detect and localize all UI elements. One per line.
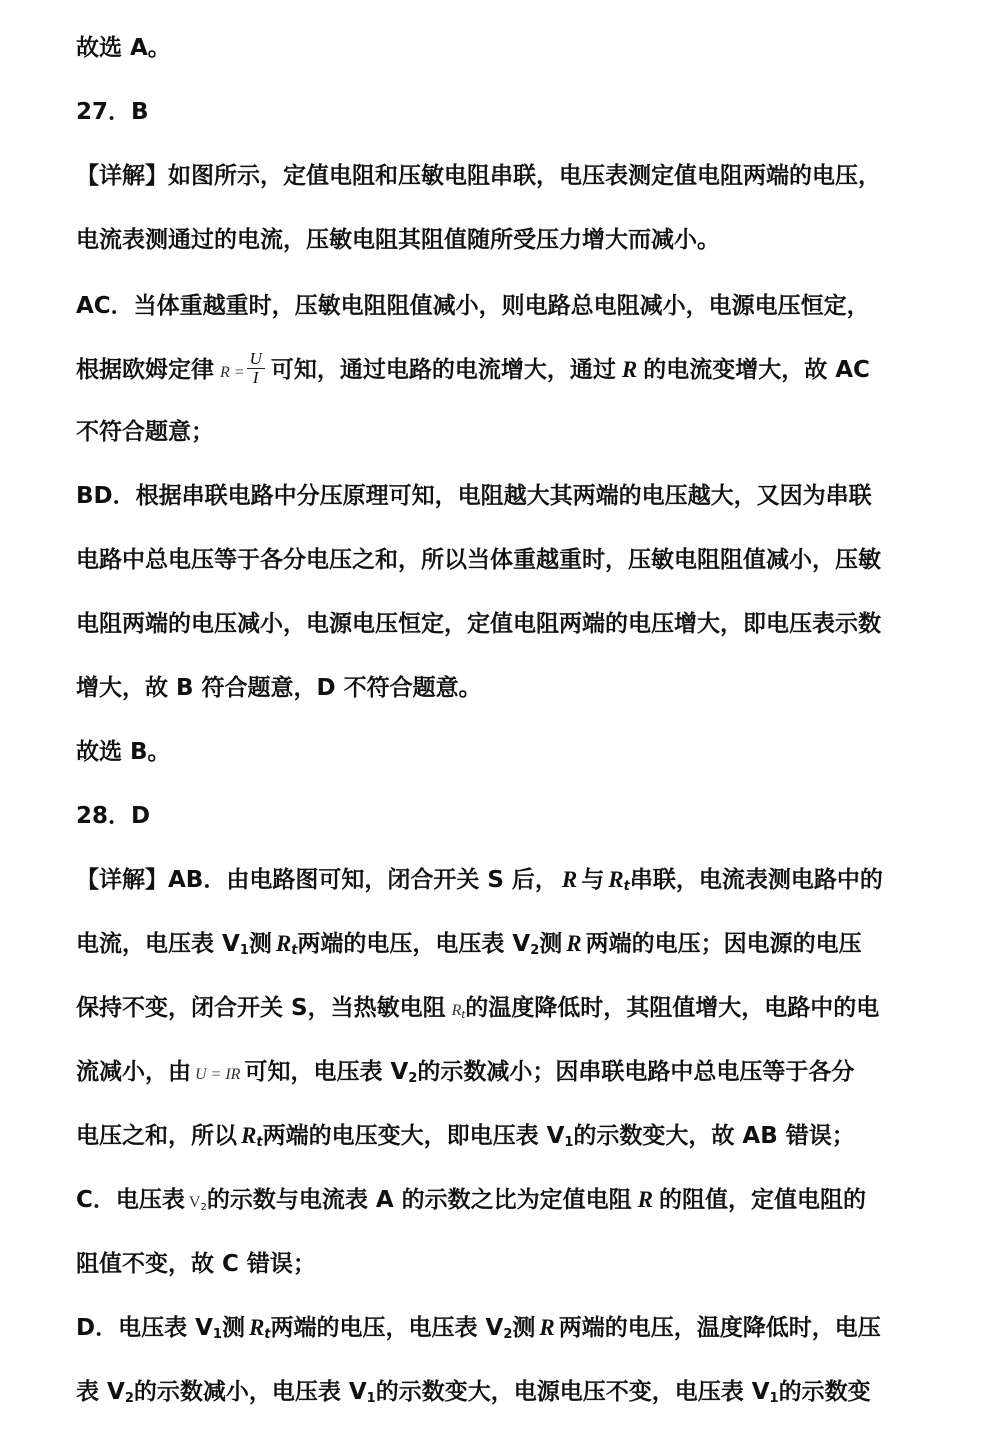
formula-lhs: R = (220, 364, 245, 381)
text-line: 不符合题意； (76, 419, 214, 445)
text-line: D．电压表 $V_1$测 $R_t$两端的电压，电压表 $V_2$测 R 两端的电压，温度降低时，电压 (76, 1315, 881, 1342)
text-line: 电流，电压表 $V_1$测 $R_t$两端的电压，电压表 $V_2$测 R 两端的电压；因电源的电压 (76, 931, 862, 958)
text-line: 电路中总电压等于各分电压之和，所以当体重越重时，压敏电阻阻值减小，压敏 (76, 547, 881, 573)
text-line: BD．根据串联电路中分压原理可知，电阻越大其两端的电压越大，又因为串联 (76, 483, 872, 509)
text-line: 保持不变，闭合开关 S，当热敏电阻 $R_t$的温度降低时，其阻值增大，电路中的电 (76, 995, 880, 1021)
text-line: 电压之和，所以 $R_t$两端的电压变大，即电压表 $V_1$的示数变大，故 AB 错误； (76, 1123, 855, 1150)
text-line: 故选 B。 (76, 739, 171, 765)
text-line: 【详解】如图所示，定值电阻和压敏电阻串联，电压表测定值电阻两端的电压， (76, 163, 881, 189)
question-number: 27．B (76, 99, 149, 125)
text-line: 电阻两端的电压减小，电源电压恒定，定值电阻两端的电压增大，即电压表示数 (76, 611, 881, 637)
text-line: 流减小，由 U = IR 可知，电压表 $V_2$的示数减小；因串联电路中总电压等于各分 (76, 1059, 855, 1086)
fraction-u-over-i: $\frac{U}{I}$ (247, 350, 265, 387)
text-line: 表 $V_2$的示数减小，电压表 $V_1$的示数变大，电源电压不变，电压表 $V_1$的示数变 (76, 1379, 871, 1406)
question-number: 28．D (76, 803, 151, 829)
text-line: 电流表测通过的电流，压敏电阻其阻值随所受压力增大而减小。 (76, 227, 720, 253)
text-line-formula: 根据欧姆定律 R = $\frac{U}{I}$ 可知，通过电路的电流增大，通过 R 的电流变增大，故 AC (76, 349, 870, 387)
text-line: AC．当体重越重时，压敏电阻阻值减小，则电路总电阻减小，电源电压恒定， (76, 293, 870, 319)
text-line: 阻值不变，故 C 错误； (76, 1251, 316, 1277)
text-line: 【详解】AB．由电路图可知，闭合开关 S 后， R 与 $R_t$串联，电流表测电路中的 (76, 867, 883, 894)
text-line: 故选 A。 (76, 35, 171, 61)
text-line: 增大，故 B 符合题意，D 不符合题意。 (76, 675, 482, 701)
text-line: C．电压表 $V_2$的示数与电流表 A 的示数之比为定值电阻 R 的阻值，定值电阻的 (76, 1187, 866, 1213)
